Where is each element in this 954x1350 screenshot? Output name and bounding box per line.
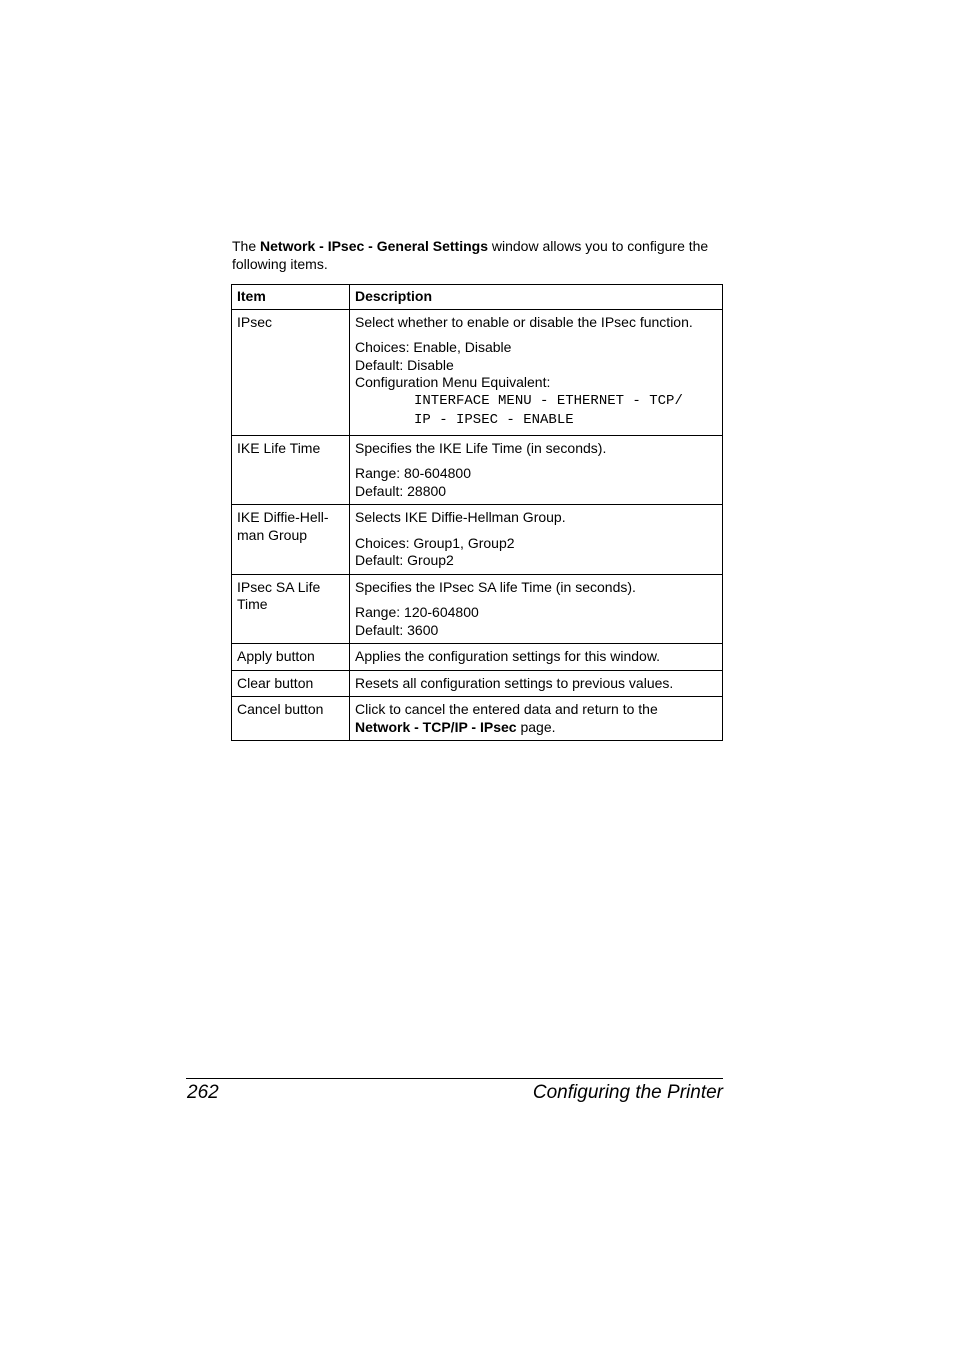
description-text: Selects IKE Diffie-Hellman Group. xyxy=(355,509,566,525)
page-number: 262 xyxy=(187,1082,219,1103)
menu-path-line-1: INTERFACE MENU - ETHERNET - TCP/ xyxy=(414,392,683,409)
description-cell xyxy=(350,574,723,644)
choices-text: Choices: Enable, Disable xyxy=(355,339,512,355)
intro-text-after: window allows you to configure the following items. xyxy=(232,238,709,272)
menu-equivalent-label: Configuration Menu Equivalent: xyxy=(355,374,551,390)
description-text: Click to cancel the entered data and return to the xyxy=(355,701,658,717)
column-header-description: Description xyxy=(350,285,723,310)
item-label-line-2: man Group xyxy=(237,526,308,543)
table-row xyxy=(232,574,723,644)
description-tail: page. xyxy=(516,718,556,735)
default-text: Default: Group2 xyxy=(355,552,454,568)
table-row xyxy=(232,435,723,505)
default-text: Default: 3600 xyxy=(355,621,439,638)
item-cell xyxy=(232,505,350,575)
description-text: Specifies the IPsec SA life Time (in seconds). xyxy=(355,578,636,595)
footer-divider xyxy=(186,1078,723,1079)
item-cell: IKE Life Time xyxy=(232,435,350,505)
settings-table xyxy=(231,284,723,741)
description-cell xyxy=(350,435,723,505)
table-row xyxy=(232,670,723,697)
item-label-line-2: Time xyxy=(237,596,268,612)
description-cell: Resets all configuration settings to previous values. xyxy=(350,670,723,697)
item-cell: Apply button xyxy=(232,644,350,671)
table-row xyxy=(232,505,723,575)
default-text: Default: 28800 xyxy=(355,482,447,499)
table-row xyxy=(232,644,723,671)
description-cell xyxy=(350,309,723,435)
table-row xyxy=(232,697,723,741)
intro-text-before: The xyxy=(232,238,261,254)
section-title: Configuring the Printer xyxy=(532,1082,723,1103)
description-text: Select whether to enable or disable the IPsec function. xyxy=(355,313,693,330)
page-name: Network - TCP/IP - IPsec xyxy=(355,718,517,735)
intro-window-name: Network - IPsec - General Settings xyxy=(260,238,488,254)
table-row xyxy=(232,309,723,435)
item-cell: Cancel button xyxy=(232,697,350,741)
description-text-line-2 xyxy=(355,719,717,737)
table-header-row xyxy=(232,285,723,310)
item-label-line-1: IKE Diffie-Hell- xyxy=(237,509,329,525)
item-label-line-1: IPsec SA Life xyxy=(237,578,321,595)
item-cell: IPsec xyxy=(232,309,350,435)
range-text: Range: 80-604800 xyxy=(355,465,471,481)
item-cell: Clear button xyxy=(232,670,350,697)
default-text: Default: Disable xyxy=(355,356,454,373)
range-text: Range: 120-604800 xyxy=(355,604,479,620)
description-text: Specifies the IKE Life Time (in seconds). xyxy=(355,439,607,456)
description-cell xyxy=(350,697,723,741)
menu-path-line-2: IP - IPSEC - ENABLE xyxy=(414,411,574,428)
description-cell xyxy=(350,505,723,575)
item-cell xyxy=(232,574,350,644)
intro-paragraph xyxy=(232,237,724,273)
description-cell: Applies the configuration settings for this window. xyxy=(350,644,723,671)
column-header-item: Item xyxy=(232,285,350,310)
choices-text: Choices: Group1, Group2 xyxy=(355,534,515,551)
